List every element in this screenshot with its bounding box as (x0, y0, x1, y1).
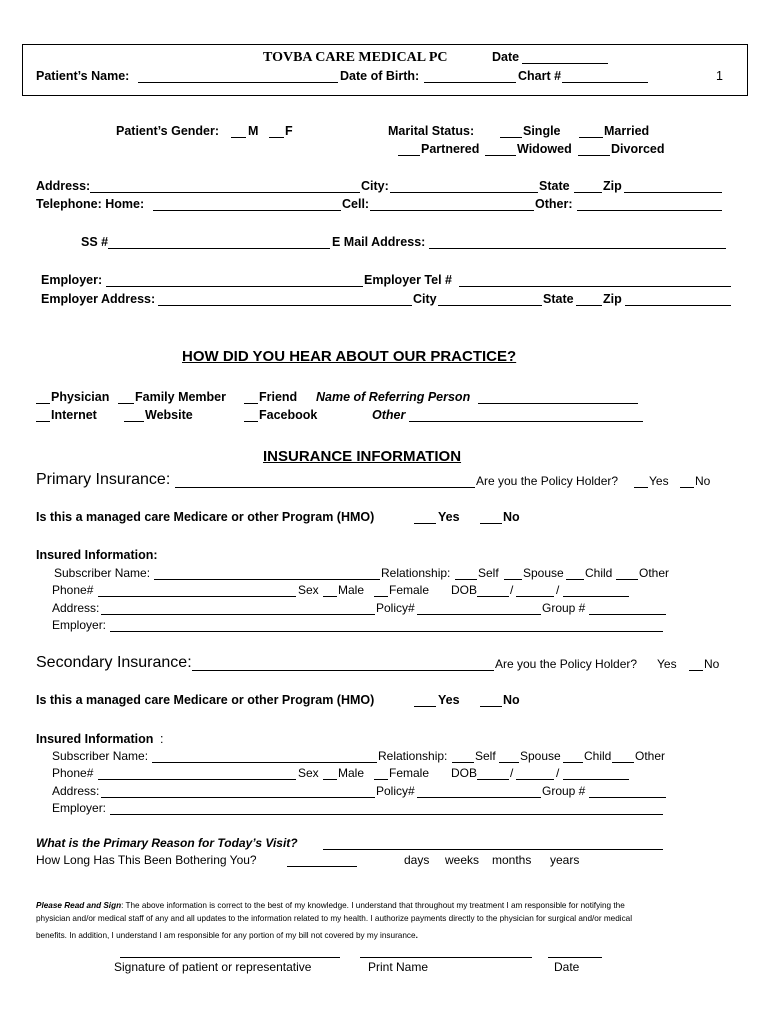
other-phone-field[interactable] (577, 210, 722, 211)
primary-employer-field[interactable] (110, 631, 663, 632)
employer-city-field[interactable] (438, 305, 542, 306)
employer-zip-field[interactable] (625, 305, 731, 306)
primary-policy-field[interactable] (417, 614, 541, 615)
secondary-holder-yes: Yes (657, 657, 677, 671)
primary-hmo-no: No (503, 510, 520, 524)
employer-city-label: City (413, 292, 437, 306)
secondary-relationship-label: Relationship: (378, 749, 448, 763)
secondary-address-label: Address: (52, 784, 100, 798)
secondary-employer-label: Employer: (52, 801, 107, 815)
secondary-hmo-no: No (503, 693, 520, 707)
primary-subscriber-label: Subscriber Name: (54, 566, 151, 580)
primary-sex-label: Sex (298, 583, 319, 597)
gender-m: M (248, 124, 259, 138)
referring-person-label: Name of Referring Person (316, 390, 471, 404)
secondary-sex-label: Sex (298, 766, 319, 780)
gender-f: F (285, 124, 293, 138)
primary-spouse-blank[interactable] (504, 579, 522, 580)
gender-label: Patient’s Gender: (116, 124, 220, 138)
telephone-field[interactable] (153, 210, 341, 211)
employer-label: Employer: (41, 273, 103, 287)
primary-group-label: Group # (542, 601, 586, 615)
secondary-other: Other (635, 749, 666, 763)
primary-policy-label: Policy# (376, 601, 415, 615)
primary-dob-year[interactable] (563, 596, 629, 597)
employer-zip-label: Zip (603, 292, 622, 306)
referral-heading: HOW DID YOU HEAR ABOUT OUR PRACTICE? (182, 348, 517, 365)
duration-years[interactable]: years (550, 853, 580, 867)
secondary-male-blank[interactable] (323, 779, 337, 780)
secondary-policy-field[interactable] (417, 797, 541, 798)
widowed-option: Widowed (517, 142, 572, 156)
signature-label: Signature of patient or representative (114, 960, 312, 974)
ss-label: SS # (81, 235, 109, 249)
primary-child: Child (585, 566, 613, 580)
secondary-employer-field[interactable] (110, 814, 663, 815)
consent-text-3: benefits. In addition, I understand I am responsible for any portion of my bill not covered by my insurance (36, 931, 416, 940)
cell-field[interactable] (370, 210, 534, 211)
how-long-question: How Long Has This Been Bothering You? (36, 853, 257, 867)
employer-state-label: State (543, 292, 574, 306)
website-option: Website (145, 408, 193, 422)
secondary-insured-info-label: Insured Information (36, 732, 154, 746)
patient-name-label: Patient’s Name: (36, 69, 130, 83)
page-number: 1 (716, 69, 723, 83)
cell-label: Cell: (342, 197, 370, 211)
secondary-dob-year[interactable] (563, 779, 629, 780)
duration-days[interactable]: days (404, 853, 430, 867)
primary-holder-no-blank[interactable] (680, 487, 694, 488)
partnered-option: Partnered (421, 142, 480, 156)
referral-other-field[interactable] (409, 421, 643, 422)
employer-state-field[interactable] (576, 305, 602, 306)
primary-insurance-label: Primary Insurance: (36, 471, 171, 488)
primary-employer-label: Employer: (52, 618, 107, 632)
primary-address-field[interactable] (101, 614, 375, 615)
secondary-self-blank[interactable] (452, 762, 474, 763)
secondary-dob-day[interactable] (516, 779, 554, 780)
secondary-child: Child (584, 749, 612, 763)
secondary-hmo-question: Is this a managed care Medicare or other Program (HMO) (36, 693, 375, 707)
secondary-holder-no: No (704, 657, 720, 671)
consent-lead: Please Read and Sign (36, 901, 122, 910)
secondary-spouse: Spouse (520, 749, 561, 763)
employer-address-label: Employer Address: (41, 292, 156, 306)
friend-blank[interactable] (244, 403, 258, 404)
primary-hmo-yes: Yes (438, 510, 460, 524)
address-label: Address: (36, 179, 91, 193)
primary-holder-yes-blank[interactable] (634, 487, 648, 488)
primary-insurance-field[interactable] (175, 487, 475, 488)
dob-field[interactable] (424, 82, 516, 83)
state-label: State (539, 179, 570, 193)
partnered-blank[interactable] (398, 155, 420, 156)
family-member-blank[interactable] (118, 403, 134, 404)
primary-relationship-label: Relationship: (381, 566, 451, 580)
single-blank[interactable] (500, 137, 522, 138)
duration-weeks[interactable]: weeks (445, 853, 480, 867)
secondary-subscriber-field[interactable] (152, 762, 377, 763)
primary-dob-month[interactable] (477, 596, 509, 597)
chart-label: Chart # (518, 69, 562, 83)
signature-date-field[interactable] (548, 957, 602, 958)
ss-field[interactable] (108, 248, 330, 249)
secondary-group-field[interactable] (589, 797, 666, 798)
physician-option: Physician (51, 390, 110, 404)
employer-field[interactable] (106, 286, 363, 287)
secondary-holder-no-blank[interactable] (689, 670, 703, 671)
internet-blank[interactable] (36, 421, 50, 422)
primary-self-blank[interactable] (455, 579, 477, 580)
secondary-group-label: Group # (542, 784, 586, 798)
consent-text-1: : The above information is correct to the best of my knowledge. I understand that throughout my treatment I am responsible for notifying the (121, 901, 625, 910)
address-field[interactable] (90, 192, 360, 193)
secondary-hmo-no-blank[interactable] (480, 706, 502, 707)
primary-phone-field[interactable] (98, 596, 296, 597)
secondary-policy-holder-q: Are you the Policy Holder? (495, 657, 638, 671)
primary-male-blank[interactable] (323, 596, 337, 597)
primary-phone-label: Phone# (52, 583, 94, 597)
employer-address-field[interactable] (158, 305, 412, 306)
married-option: Married (604, 124, 650, 138)
secondary-insured-info-colon: : (160, 732, 164, 746)
email-label: E Mail Address: (332, 235, 426, 249)
secondary-spouse-blank[interactable] (499, 762, 519, 763)
divorced-blank[interactable] (578, 155, 610, 156)
city-label: City: (361, 179, 389, 193)
employer-tel-label: Employer Tel # (364, 273, 452, 287)
print-name-field[interactable] (360, 957, 532, 958)
primary-holder-yes: Yes (649, 474, 669, 488)
insurance-heading: INSURANCE INFORMATION (263, 448, 462, 465)
secondary-hmo-yes-blank[interactable] (414, 706, 436, 707)
consent-line-3 (36, 930, 418, 941)
widowed-blank[interactable] (485, 155, 516, 156)
consent-end: . (415, 931, 418, 940)
patient-name-field[interactable] (138, 82, 338, 83)
secondary-child-blank[interactable] (563, 762, 583, 763)
reason-question: What is the Primary Reason for Today’s Visit? (36, 836, 298, 850)
secondary-other-blank[interactable] (612, 762, 634, 763)
signature-field[interactable] (120, 957, 340, 958)
physician-blank[interactable] (36, 403, 50, 404)
secondary-address-field[interactable] (101, 797, 375, 798)
primary-other: Other (639, 566, 670, 580)
chart-field[interactable] (562, 82, 648, 83)
other-phone-label: Other: (535, 197, 573, 211)
secondary-insurance-field[interactable] (192, 670, 494, 671)
primary-policy-holder-q: Are you the Policy Holder? (476, 474, 619, 488)
secondary-phone-label: Phone# (52, 766, 94, 780)
zip-label: Zip (603, 179, 622, 193)
primary-hmo-no-blank[interactable] (480, 523, 502, 524)
primary-self: Self (478, 566, 499, 580)
married-blank[interactable] (579, 137, 603, 138)
primary-hmo-yes-blank[interactable] (414, 523, 436, 524)
primary-subscriber-field[interactable] (154, 579, 380, 580)
friend-option: Friend (259, 390, 298, 404)
primary-female-blank[interactable] (374, 596, 388, 597)
secondary-female-blank[interactable] (374, 779, 388, 780)
signature-date-label: Date (554, 960, 580, 974)
secondary-subscriber-label: Subscriber Name: (52, 749, 149, 763)
state-field[interactable] (574, 192, 602, 193)
primary-dob-day[interactable] (516, 596, 554, 597)
primary-male: Male (338, 583, 365, 597)
marital-label: Marital Status: (388, 124, 475, 138)
website-blank[interactable] (124, 421, 144, 422)
secondary-female: Female (389, 766, 430, 780)
primary-address-label: Address: (52, 601, 100, 615)
referral-other-label: Other (372, 408, 406, 422)
dob-label: Date of Birth: (340, 69, 420, 83)
facebook-option: Facebook (259, 408, 318, 422)
print-name-label: Print Name (368, 960, 429, 974)
primary-insured-info-label: Insured Information: (36, 548, 158, 562)
primary-holder-no: No (695, 474, 711, 488)
how-long-field[interactable] (287, 866, 357, 867)
zip-field[interactable] (624, 192, 722, 193)
secondary-policy-label: Policy# (376, 784, 415, 798)
primary-spouse: Spouse (523, 566, 564, 580)
divorced-option: Divorced (611, 142, 665, 156)
gender-f-blank[interactable] (269, 137, 284, 138)
telephone-label: Telephone: Home: (36, 197, 145, 211)
email-field[interactable] (429, 248, 726, 249)
secondary-dob-month[interactable] (477, 779, 509, 780)
gender-m-blank[interactable] (231, 137, 246, 138)
date-field[interactable] (522, 63, 608, 64)
secondary-phone-field[interactable] (98, 779, 296, 780)
consent-text-2: physician and/or medical staff of any and all updates to the information related to my health. I authorize payments directly to the physician for surgical and/or medical (36, 914, 633, 923)
primary-group-field[interactable] (589, 614, 666, 615)
facebook-blank[interactable] (244, 421, 258, 422)
consent-line-1 (36, 900, 625, 911)
primary-hmo-question: Is this a managed care Medicare or other Program (HMO) (36, 510, 375, 524)
primary-child-blank[interactable] (566, 579, 584, 580)
date-label: Date (492, 50, 520, 64)
primary-dob-label: DOB (451, 583, 478, 597)
city-field[interactable] (390, 192, 538, 193)
secondary-insurance-label: Secondary Insurance: (36, 654, 192, 671)
family-member-option: Family Member (135, 390, 227, 404)
single-option: Single (523, 124, 561, 138)
internet-option: Internet (51, 408, 97, 422)
referring-person-field[interactable] (478, 403, 638, 404)
practice-name: TOVBA CARE MEDICAL PC (263, 50, 448, 65)
reason-field[interactable] (323, 849, 663, 850)
primary-other-blank[interactable] (616, 579, 638, 580)
duration-months[interactable]: months (492, 853, 532, 867)
secondary-male: Male (338, 766, 365, 780)
secondary-self: Self (475, 749, 496, 763)
secondary-hmo-yes: Yes (438, 693, 460, 707)
primary-female: Female (389, 583, 430, 597)
employer-tel-field[interactable] (459, 286, 731, 287)
secondary-dob-label: DOB (451, 766, 478, 780)
